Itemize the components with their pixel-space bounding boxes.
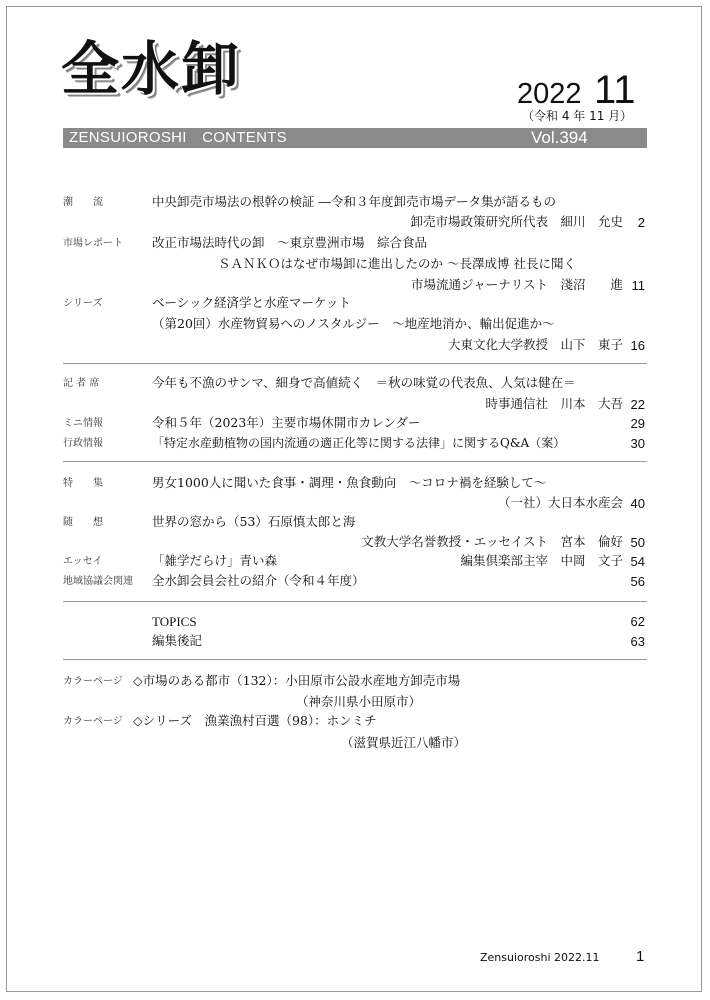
toc-page: 2 <box>637 215 645 230</box>
issue-month: 11 <box>594 68 636 112</box>
color-page-title[interactable]: ◇シリーズ 漁業漁村百選（98）：ホンミチ <box>133 713 377 728</box>
toc-title[interactable]: 全水卸会員会社の紹介（令和４年度） <box>152 573 365 588</box>
color-page-category: カラーページ <box>63 716 123 727</box>
toc-page: 11 <box>631 278 645 293</box>
toc-category: 潮 流 <box>63 197 103 208</box>
footer-issue-label: Zensuioroshi 2022.11 <box>480 951 600 964</box>
toc-page: 16 <box>630 338 645 353</box>
toc-title[interactable]: 世界の窓から（53）石原慎太郎と海 <box>152 514 356 529</box>
toc-page: 54 <box>630 554 645 569</box>
toc-page: 63 <box>630 634 645 649</box>
color-page-location: （滋賀県近江八幡市） <box>341 735 467 750</box>
section-divider <box>63 659 647 660</box>
toc-category: 記 者 席 <box>63 378 100 389</box>
toc-category: ミニ情報 <box>63 418 103 429</box>
toc-category: 行政情報 <box>63 438 103 449</box>
toc-author: （一社）大日本水産会 <box>497 495 623 510</box>
toc-title[interactable]: 今年も不漁のサンマ、細身で高値続く ＝秋の味覚の代表魚、人気は健在＝ <box>152 375 576 390</box>
toc-title[interactable]: TOPICS <box>152 614 197 629</box>
toc-page: 30 <box>630 436 645 451</box>
toc-title[interactable]: 「特定水産動植物の国内流通の適正化等に関する法律」に関するQ&A（案） <box>152 436 566 450</box>
toc-title[interactable]: 令和５年（2023年）主要市場休開市カレンダー <box>152 415 421 430</box>
toc-page: 22 <box>630 397 645 412</box>
color-page-category: カラーページ <box>63 676 123 687</box>
toc-title[interactable]: 改正市場法時代の卸 ～東京豊洲市場 綜合食品 <box>152 235 428 250</box>
toc-category: シリーズ <box>63 298 103 309</box>
toc-author: 市場流通ジャーナリスト 淺沼 進 <box>410 277 623 292</box>
toc-title-line2[interactable]: （第20回）水産物貿易へのノスタルジー ～地産地消か、輸出促進か～ <box>152 316 555 331</box>
toc-author: 編集倶楽部主宰 中岡 文子 <box>460 553 623 568</box>
toc-page: 50 <box>630 535 645 550</box>
toc-category: 市場レポート <box>63 238 123 249</box>
toc-title-line2[interactable]: ＳＡＮＫＯはなぜ市場卸に進出したのか ～長澤成博 社長に聞く <box>218 256 576 271</box>
toc-page: 56 <box>630 574 645 589</box>
toc-category: エッセイ <box>63 556 103 567</box>
toc-title[interactable]: 編集後記 <box>152 633 203 648</box>
section-divider <box>63 601 647 602</box>
contents-band-title: ZENSUIOROSHI CONTENTS <box>69 129 287 146</box>
issue-year: 2022 <box>517 78 582 110</box>
toc-title[interactable]: 中央卸売市場法の根幹の検証 ―令和３年度卸売市場データ集が語るもの <box>152 194 556 209</box>
toc-title[interactable]: 「雑学だらけ」青い森 <box>152 553 278 568</box>
section-divider <box>63 461 647 462</box>
toc-page: 40 <box>630 496 645 511</box>
toc-author: 時事通信社 川本 大吾 <box>485 396 623 411</box>
color-page-location: （神奈川県小田原市） <box>296 694 422 709</box>
toc-page: 62 <box>630 614 645 629</box>
toc-author: 卸売市場政策研究所代表 細川 允史 <box>410 214 623 229</box>
section-divider <box>63 363 647 364</box>
volume-number: Vol.394 <box>531 128 588 147</box>
toc-title[interactable]: 男女1000人に聞いた食事・調理・魚食動向 ～コロナ禍を経験して～ <box>152 475 547 490</box>
footer-page-number: 1 <box>636 948 645 965</box>
color-page-title[interactable]: ◇市場のある都市（132）：小田原市公設水産地方卸売市場 <box>133 673 461 688</box>
toc-author: 文教大学名誉教授・エッセイスト 宮本 倫好 <box>361 534 623 549</box>
toc-title[interactable]: ベーシック経済学と水産マーケット <box>152 295 351 310</box>
toc-author: 大東文化大学教授 山下 東子 <box>447 337 623 352</box>
magazine-masthead: 全水卸 <box>61 35 242 103</box>
toc-page: 29 <box>630 416 645 431</box>
toc-category: 随 想 <box>63 517 103 528</box>
toc-category: 特 集 <box>63 478 103 489</box>
toc-category: 地域協議会関連 <box>63 576 133 587</box>
issue-era-date: （令和 4 年 11 月） <box>522 109 633 123</box>
